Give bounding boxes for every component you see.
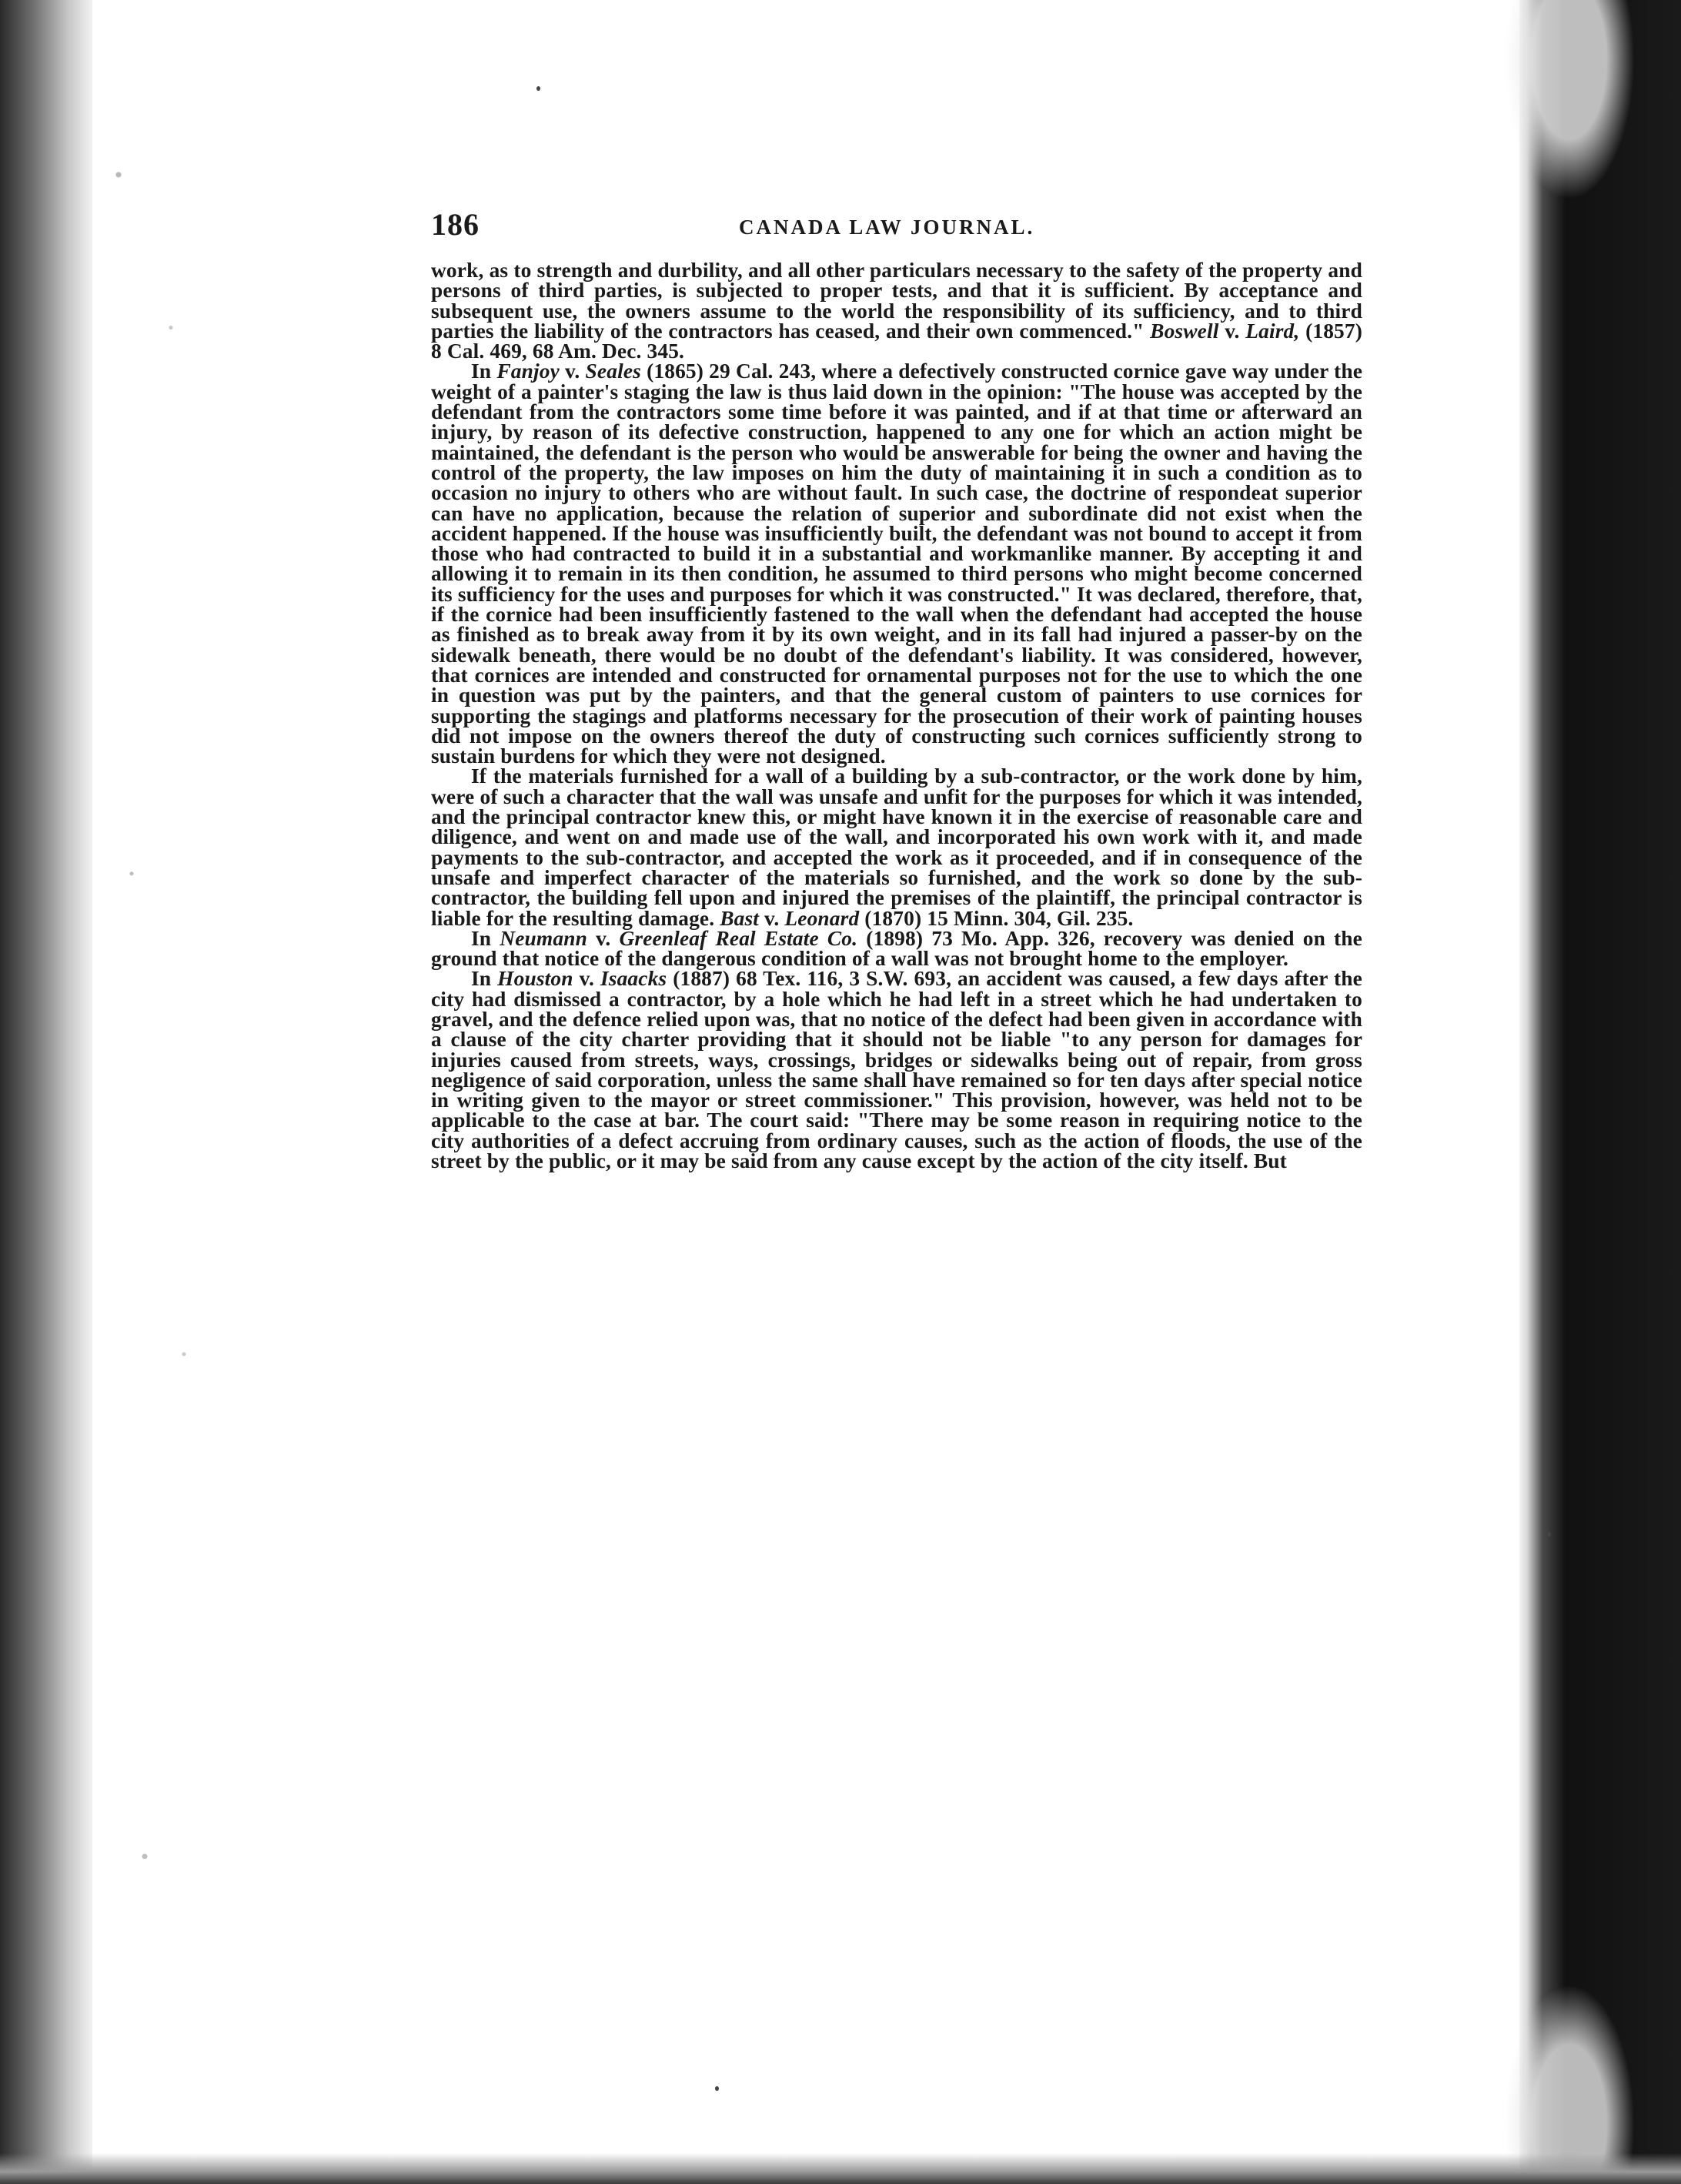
scan-left-border xyxy=(0,0,92,2184)
scan-right-top-smudge xyxy=(1504,0,1635,200)
text-run: (1887) 68 Tex. 116, 3 S.W. 693, an accident was caused, a few days after the city had dismissed a contractor, by a hole which he had left in a street which he had undertaken to gravel, and the defence relied upon was, that no notice of the defect had been given in accordance with a clause of the city charter providing that it should not be liable "to any person for damages for injuries caused from streets, ways, crossings, bridges or sidewalks being out of repair, from gross negligence of said corporation, unless the same shall have remained so for ten days after special notice in writing given to the mayor or street commissioner." This provision, however, was held not to be applicable to the case at bar. The court said: "There may be some reason in requiring notice to the city authorities of a defect accruing from ordinary causes, such as the action of floods, the use of the street by the public, or it may be said from any cause except by the action of the city itself. But xyxy=(431,967,1362,1173)
case-name: Laird, xyxy=(1245,319,1300,343)
case-name: Isaacks xyxy=(600,967,667,991)
paragraph xyxy=(431,968,1362,1171)
scan-bottom-border xyxy=(0,2153,1681,2184)
text-run: In xyxy=(471,926,500,950)
page-header xyxy=(431,206,1362,260)
page-number: 186 xyxy=(431,207,480,242)
case-name: Greenleaf Real Estate Co. xyxy=(619,926,858,950)
paragraph xyxy=(431,766,1362,928)
text-run: work, as to strength and durbility, and all other particulars necessary to the safety of the property and persons of third parties, is subjected to proper tests, and that it is sufficient. By acceptance and subsequent use, the owners assume to the world the responsibility of its sufficiency, and to third parties the liability of the contractors has ceased, and their own commenced." xyxy=(431,259,1362,343)
text-run: In xyxy=(471,360,497,383)
case-name: Houston xyxy=(497,967,573,991)
speck-mark xyxy=(1547,1532,1551,1537)
case-name: Boswell xyxy=(1150,319,1219,343)
case-name: Seales xyxy=(585,360,641,383)
paragraph xyxy=(431,361,1362,766)
text-run: v. xyxy=(559,360,586,383)
body-text xyxy=(431,260,1362,1171)
case-name: Bast xyxy=(720,906,760,930)
text-run: v. xyxy=(587,926,620,950)
speck-mark xyxy=(715,2086,719,2091)
text-run: (1857) 8 Cal. 469, 68 Am. Dec. 345. xyxy=(431,319,1362,363)
text-run: v. xyxy=(573,967,600,991)
text-run: v. xyxy=(759,906,785,930)
scan-left-specks xyxy=(92,0,223,2184)
speck-mark xyxy=(536,86,540,91)
case-name: Neumann xyxy=(500,926,587,950)
document-page xyxy=(431,206,1362,1171)
case-name: Leonard xyxy=(784,906,860,930)
text-run: (1870) 15 Minn. 304, Gil. 235. xyxy=(859,906,1134,930)
paragraph xyxy=(431,260,1362,361)
running-head: CANADA LAW JOURNAL. xyxy=(739,216,1035,239)
scan-right-border xyxy=(1519,0,1681,2184)
text-run: (1898) 73 Mo. App. 326, recovery was denied on the ground that notice of the dangerous condition of a wall was not brought home to the employer. xyxy=(431,926,1362,971)
text-run: In xyxy=(471,967,498,991)
text-run: v. xyxy=(1218,319,1246,343)
text-run: (1865) 29 Cal. 243, where a defectively constructed cornice gave way under the weight of a painter's staging the law is thus laid down in the opinion: "The house was accepted by the defendant from the contractors some time before it was painted, and if at that time or afterward an injury, by reason of its defective construction, happened to any one for which an action might be maintained, the defendant is the person who would be answerable for being the owner and having the control of the property, the law imposes on him the duty of maintaining it in such a condition as to occasion no injury to others who are without fault. In such case, the doctrine of respondeat superior can have no application, because the relation of superior and subordinate did not exist when the accident happened. If the house was insufficiently built, the defendant was not bound to accept it from those who had contracted to build it in a substantial and workmanlike manner. By accepting it and allowing it to remain in its then condition, he assumed to third persons who might become concerned its sufficiency for the uses and purposes for which it was constructed." It was declared, therefore, that, if the cornice had been insufficiently fastened to the wall when the defendant had accepted the house as finished as to break away from it by its own weight, and in its fall had injured a passer-by on the sidewalk beneath, there would be no doubt of the defendant's liability. It was considered, however, that cornices are intended and constructed for ornamental purposes not for the use to which the one in question was put by the painters, and that the general custom of painters to use cornices for supporting the stagings and platforms necessary for the prosecution of their work of painting houses did not impose on the owners thereof the duty of constructing such cornices sufficiently strong to sustain burdens for which they were not designed. xyxy=(431,360,1363,768)
paragraph xyxy=(431,928,1362,969)
text-run: If the materials furnished for a wall of a building by a sub-contractor, or the work done by him, were of such a character that the wall was unsafe and unfit for the purposes for which it was intended, and the principal contractor knew this, or might have known it in the exercise of reasonable care and diligence, and went on and made use of the wall, and incorporated his own work with it, and made payments to the sub-contractor, and accepted the work as it proceeded, and if in consequence of the unsafe and imperfect character of the materials so furnished, and the work so done by the sub-contractor, the building fell upon and injured the premises of the plaintiff, the principal contractor is liable for the resulting damage. xyxy=(431,764,1362,930)
case-name: Fanjoy xyxy=(496,360,560,383)
